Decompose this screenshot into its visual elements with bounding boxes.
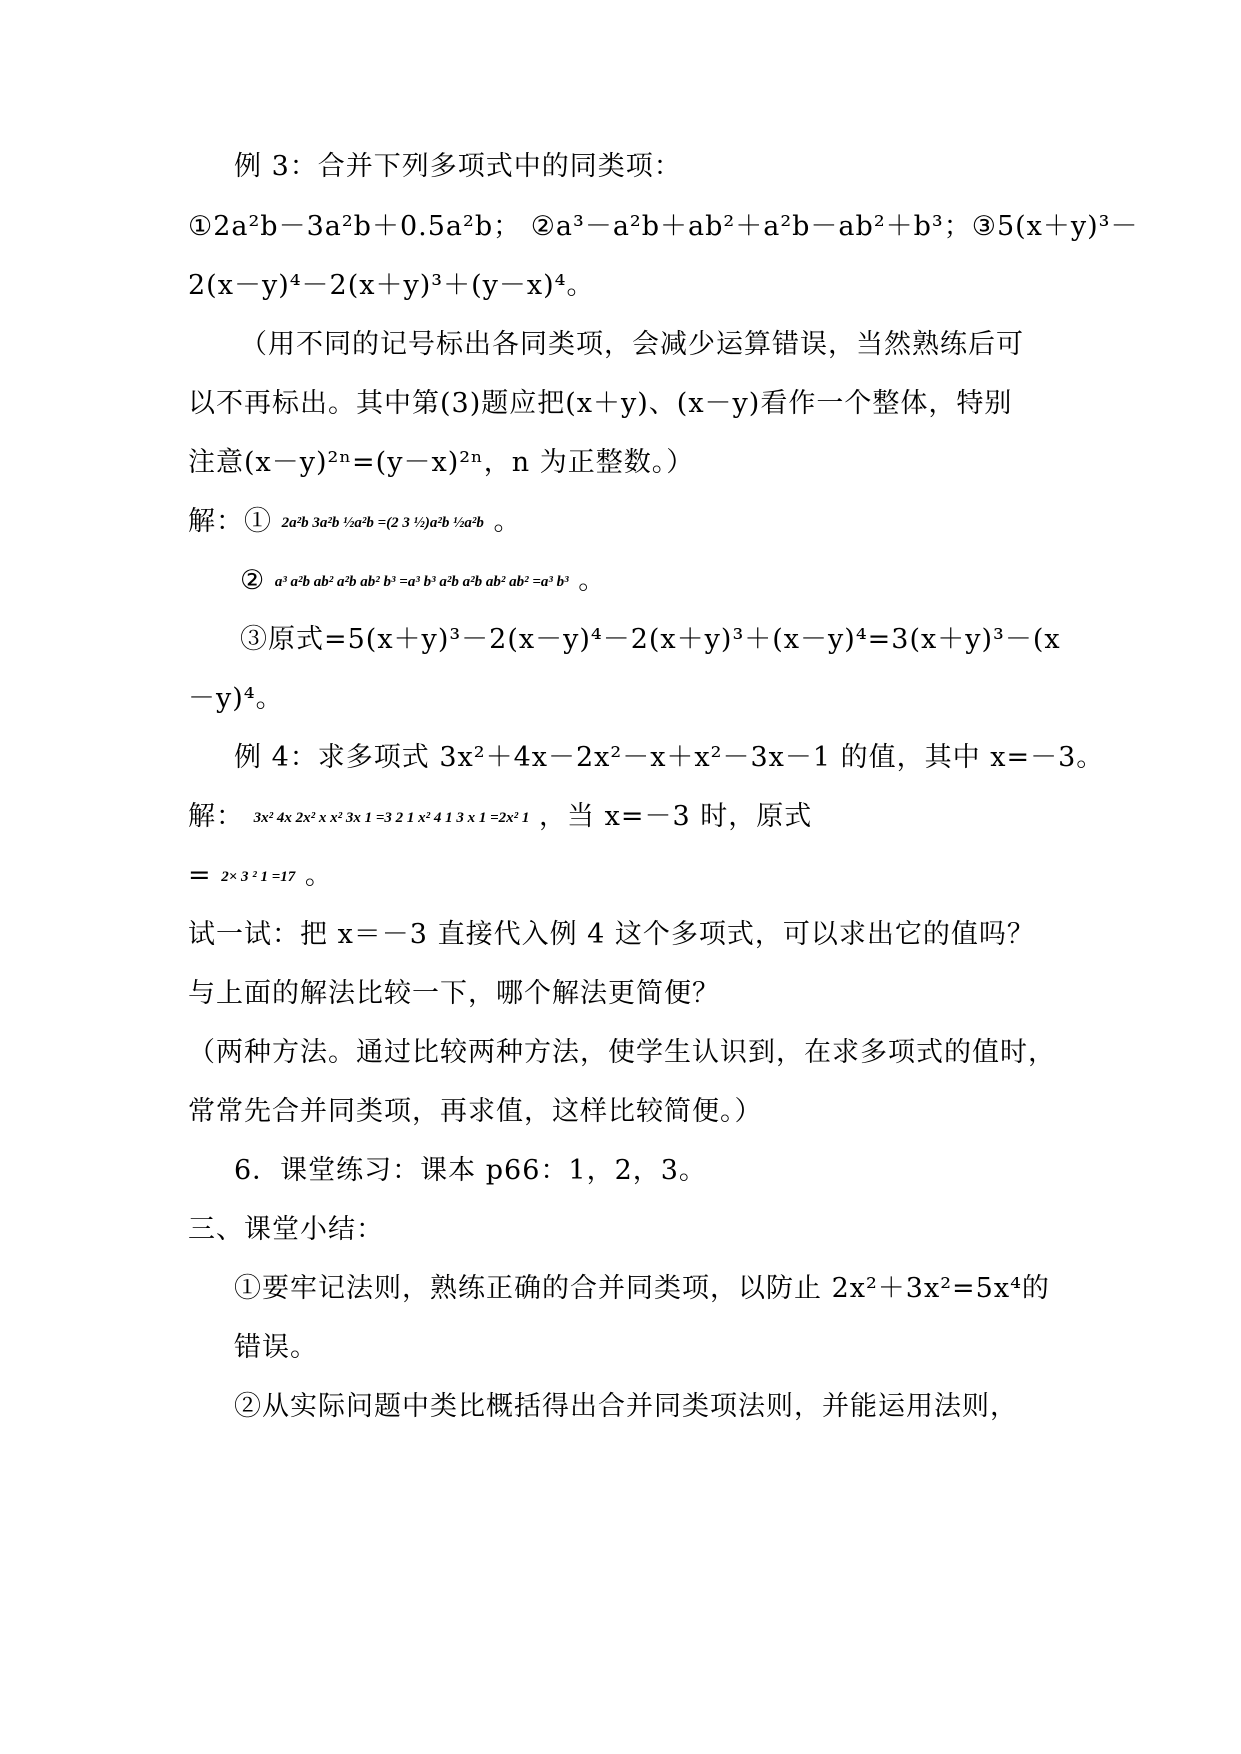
example-4-heading: 例 4：求多项式 3x²＋4x－2x²－x＋x²－3x－1 的值，其中 x=－3。 [234,742,1105,773]
example-4-result-end: 。 [304,860,333,891]
example-4-formula: 3x² 4x 2x² x x² 3x 1 =3 2 1 x² 4 1 3 x 1 =2x² 1 [253,810,530,826]
example-4-solution-text: ，当 x=－3 时，原式 [539,801,813,832]
try-it-line1: 试一试：把 x＝－3 直接代入例 4 这个多项式，可以求出它的值吗？ [188,919,1035,950]
example-4-solution-line2 [188,859,333,894]
solution-3-line1: ③原式=5(x＋y)³－2(x－y)⁴－2(x＋y)³＋(x－y)⁴=3(x＋y)³－(x [240,624,1061,655]
example-3-expressions-line2: 2(x－y)⁴－2(x＋y)³＋(y－x)⁴。 [188,270,595,301]
methods-note-line2: 常常先合并同类项，再求值，这样比较简便。） [188,1096,763,1127]
solution-2-end: 。 [578,565,607,596]
note-paragraph-line1: （用不同的记号标出各同类项，会减少运算错误，当然熟练后可 [240,329,1024,360]
solution-1 [188,505,521,540]
solution-label: 解：① [188,506,272,537]
solution-2-label: ② [240,565,266,596]
example-4-result-formula: 2× 3 ² 1 =17 [221,869,296,885]
example-4-solution-label: 解： [188,801,244,832]
solution-1-formula: 2a²b 3a²b ½a²b =(2 3 ½)a²b ½a²b [281,515,484,531]
classroom-exercise: 6．课堂练习：课本 p66：1，2，3。 [234,1155,707,1186]
solution-3-line2: －y)⁴。 [188,683,284,714]
methods-note-line1: （两种方法。通过比较两种方法，使学生认识到，在求多项式的值时， [188,1037,1056,1068]
solution-2-formula: a³ a²b ab² a²b ab² b³ =a³ b³ a²b a²b ab² ab² =a³ b³ [274,574,569,590]
summary-item-1-line2: 错误。 [234,1332,318,1363]
note-paragraph-line3: 注意(x－y)²ⁿ=(y－x)²ⁿ，n 为正整数。） [188,447,695,478]
example-3-heading: 例 3：合并下列多项式中的同类项： [234,151,682,182]
equals-sign: = [188,860,212,891]
example-4-solution-line1 [188,800,812,835]
example-3-expressions-line1: ①2a²b－3a²b＋0.5a²b； ②a³－a²b＋ab²＋a²b－ab²＋b³；③5(x＋y)³－ [188,211,1139,242]
try-it-line2: 与上面的解法比较一下，哪个解法更简便？ [188,978,720,1009]
summary-heading: 三、课堂小结： [188,1214,384,1245]
solution-1-end: 。 [493,506,522,537]
summary-item-1-line1: ①要牢记法则，熟练正确的合并同类项，以防止 2x²＋3x²=5x⁴的 [234,1273,1050,1304]
summary-item-2-line1: ②从实际问题中类比概括得出合并同类项法则，并能运用法则， [234,1391,1018,1422]
solution-2 [240,564,606,599]
note-paragraph-line2: 以不再标出。其中第(3)题应把(x＋y)、(x－y)看作一个整体，特别 [188,388,1013,419]
